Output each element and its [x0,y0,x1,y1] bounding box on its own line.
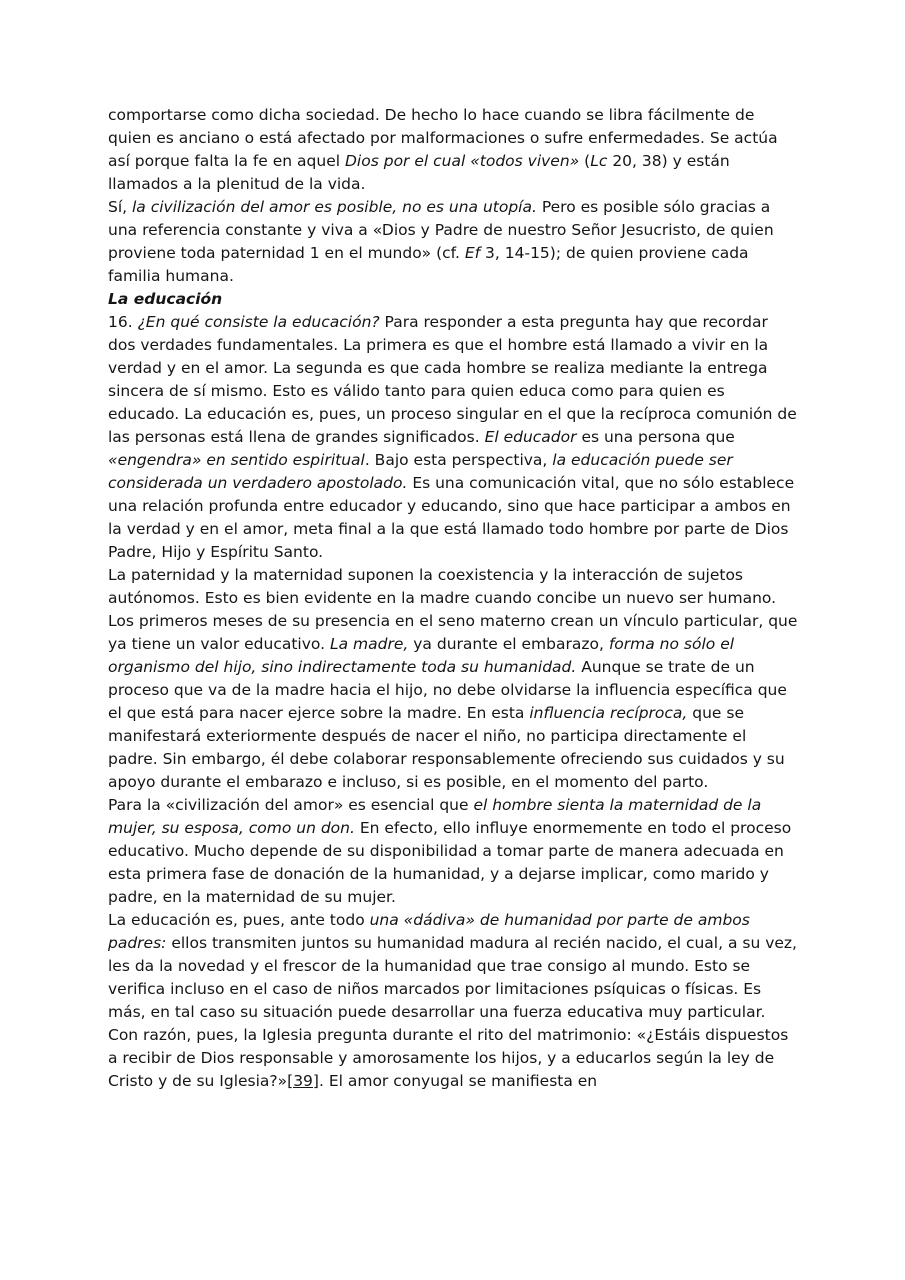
paragraph [108,1024,798,1093]
text-run: ellos transmiten juntos su humanidad madura al recién nacido, el cual, a su vez, les da la novedad y el frescor de la humanidad que trae consigo al mundo. Esto se verifica incluso en el caso de niños marcados por limitaciones psíquicas o físicas. Es más, en tal caso su situación puede desarrollar una fuerza educativa muy particular. [108,934,797,1021]
text-run: es una persona que [576,428,735,446]
text-run: «engendra» en sentido espiritual [108,451,365,469]
text-run: que se manifestará exteriormente después de nacer el niño, no participa directamente el padre. Sin embargo, él debe colaborar responsablemente ofreciendo sus cuidados y su apoyo durante el embarazo e incluso, si es posible, en el momento del parto. [108,704,785,791]
text-run: La educación [108,290,223,308]
text-run: La educación es, pues, ante todo [108,911,370,929]
text-run: Para responder a esta pregunta hay que recordar dos verdades fundamentales. La primera es que el hombre está llamado a vivir en la verdad y en el amor. La segunda es que cada hombre se realiza mediante la entrega sincera de sí mismo. Esto es válido tanto para quien educa como para quien es educado. La educación es, pues, un proceso singular en el que la recíproca comunión de las personas está llena de grandes significados. [108,313,797,446]
text-run: ( [579,152,591,170]
text-run: . Bajo esta perspectiva, [364,451,553,469]
document-body [108,104,798,1093]
text-run: Con razón, pues, la Iglesia pregunta durante el rito del matrimonio: «¿Estáis dispuestos a recibir de Dios responsable y amorosamente los hijos, y a educarlos según la ley de Cristo y de su Iglesia?» [108,1026,789,1090]
text-run: 3, 14-15); de quien proviene cada familia humana. [108,244,749,285]
footnote-link[interactable]: [39] [287,1072,319,1090]
text-run: ¿En qué consiste la educación? [137,313,380,331]
paragraph [108,104,798,196]
text-run: Ef [464,244,481,262]
text-run: comportarse como dicha sociedad. De hecho lo hace cuando se libra fácilmente de quien es anciano o está afectado por malformaciones o sufre enfermedades. Se actúa así porque falta la fe en aquel [108,106,778,170]
text-run: una «dádiva» de humanidad por parte de ambos padres: [108,911,750,952]
text-run: La paternidad y la maternidad suponen la coexistencia y la interacción de sujetos autónomos. Esto es bien evidente en la madre cuando concibe un nuevo ser humano. Los primeros meses de su presencia en el seno materno crean un vínculo particular, que ya tiene un valor educativo. [108,566,798,653]
text-run: 20, 38) y están llamados a la plenitud de la vida. [108,152,730,193]
text-run: ya durante el embarazo, [408,635,609,653]
text-run: El educador [484,428,577,446]
text-run: Es una comunicación vital, que no sólo establece una relación profunda entre educador y educando, sino que hace participar a ambos en la verdad y en el amor, meta final a la que está llamado todo hombre por parte de Dios Padre, Hijo y Espíritu Santo. [108,474,795,561]
text-run: influencia recíproca, [529,704,688,722]
text-run: Pero es posible sólo gracias a una referencia constante y viva a «Dios y Padre de nuestro Señor Jesucristo, de quien proviene toda paternidad 1 en el mundo» (cf. [108,198,774,262]
text-run: En efecto, ello influye enormemente en todo el proceso educativo. Mucho depende de su disponibilidad a tomar parte de manera adecuada en esta primera fase de donación de la humanidad, y a dejarse implicar, como marido y padre, en la maternidad de su mujer. [108,819,792,906]
text-run: La madre, [329,635,409,653]
text-run: el hombre sienta la maternidad de la mujer, su esposa, como un don. [108,796,762,837]
text-run: Para la «civilización del amor» es esencial que [108,796,474,814]
text-run: la educación puede ser considerada un verdadero apostolado. [108,451,733,492]
text-run: la civilización del amor es posible, no es una utopía. [132,198,537,216]
text-run: . El amor conyugal se manifiesta en [318,1072,598,1090]
paragraph [108,311,798,564]
text-run: Sí, [108,198,132,216]
text-run: Aunque se trate de un proceso que va de la madre hacia el hijo, no debe olvidarse la influencia específica que el que está para nacer ejerce sobre la madre. En esta [108,658,787,722]
text-run: Lc [590,152,608,170]
paragraph [108,196,798,288]
paragraph [108,909,798,1024]
section-heading [108,288,798,311]
text-run: forma no sólo el organismo del hijo, sino indirectamente toda su humanidad. [108,635,735,676]
text-run: 16. [108,313,138,331]
paragraph [108,794,798,909]
paragraph [108,564,798,794]
text-run: Dios por el cual «todos viven» [345,152,580,170]
